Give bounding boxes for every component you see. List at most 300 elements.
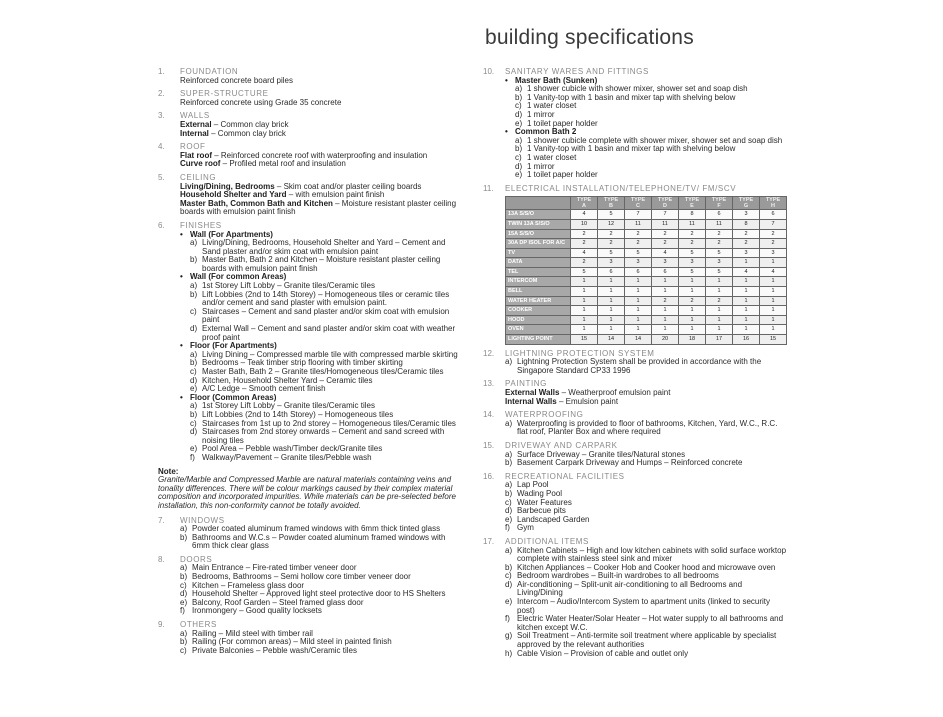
item-text: Lift Lobbies (2nd to 14th Storey) – Homogeneous tiles or ceramic tiles and/or cement and sand plaster with emulsion paint.: [202, 289, 450, 308]
item-text: 1st Storey Lift Lobby – Granite tiles/Ceramic tiles: [202, 401, 375, 411]
item-label: c): [190, 367, 197, 376]
table-cell: 5: [598, 248, 625, 258]
spec-line-text: Reinforced concrete using Grade 35 concrete: [180, 97, 342, 107]
section-heading: ROOF: [180, 142, 206, 152]
spec-section: [483, 411, 788, 437]
row-label: TV: [506, 248, 571, 258]
table-cell: 1: [571, 277, 598, 287]
spec-section: [483, 473, 788, 533]
table-cell: 7: [625, 210, 652, 220]
item-text: 1 shower cubicle complete with shower mixer, shower set and soap dish: [527, 135, 783, 145]
table-corner: [506, 197, 571, 210]
spec-line-text: – Moisture resistant plaster ceiling boards with emulsion paint finish: [180, 198, 457, 217]
spec-section: [158, 90, 463, 107]
table-header-row: [506, 197, 787, 210]
item-label: b): [505, 458, 513, 468]
section-number: 2.: [158, 89, 165, 99]
table-row: [506, 258, 787, 268]
spec-section: [158, 174, 463, 217]
table-cell: 2: [679, 239, 706, 249]
spec-section: [158, 68, 463, 85]
item-label: a): [180, 563, 188, 573]
table-cell: 1: [760, 287, 787, 297]
table-cell: 2: [706, 239, 733, 249]
table-cell: 6: [760, 210, 787, 220]
list-item: [180, 534, 463, 551]
row-label: OVEN: [506, 325, 571, 335]
spec-line-text: – Skim coat and/or plaster ceiling boards: [274, 181, 422, 191]
section-heading: FOUNDATION: [180, 67, 239, 76]
spec-line: [180, 99, 463, 108]
spec-line-text: – with emulsion paint finish: [286, 190, 385, 200]
table-cell: 3: [625, 258, 652, 268]
column-header: [733, 197, 760, 210]
item-label: a): [515, 135, 523, 145]
item-text: Staircases – Cement and sand plaster and/or skim coat with emulsion paint: [202, 306, 450, 325]
section-heading: RECREATIONAL FACILITIES: [505, 471, 625, 481]
table-cell: 1: [706, 277, 733, 287]
item-label: a): [505, 480, 513, 490]
section-number: 5.: [158, 172, 165, 182]
spec-section: [483, 442, 788, 468]
row-label: 15A S/S/O: [506, 229, 571, 239]
item-text: Balcony, Roof Garden – Steel framed glass door: [192, 597, 364, 607]
section-heading: FINISHES: [180, 220, 222, 230]
item-text: Bedroom wardrobes – Built-in wardrobes to all bedrooms: [517, 571, 719, 581]
spec-line-bold: Internal: [180, 128, 209, 138]
item-text: Air-conditioning – Split-unit air-conditioning to all Bedrooms and Living/Dining: [517, 579, 743, 598]
item-label: b): [515, 144, 523, 154]
item-label: a): [190, 349, 198, 359]
table-cell: 20: [652, 335, 679, 345]
spec-line: [180, 160, 463, 169]
table-cell: 3: [598, 258, 625, 268]
item-label: f): [505, 614, 510, 624]
table-cell: 1: [706, 325, 733, 335]
section-number: 15.: [483, 440, 495, 450]
column-header-type: TYPE: [576, 197, 592, 204]
row-label: LIGHTING POINT: [506, 335, 571, 345]
spec-line-text: – Common clay brick: [208, 128, 286, 138]
table-cell: 1: [733, 325, 760, 335]
list-item: [505, 459, 788, 468]
table-cell: 15: [760, 335, 787, 345]
table-cell: 14: [625, 335, 652, 345]
group-title: • Wall (For Apartments): [180, 231, 463, 240]
table-row: [506, 210, 787, 220]
item-text: 1 mirror: [527, 109, 555, 119]
item-label: b): [180, 637, 188, 647]
item-label: b): [190, 409, 198, 419]
list-item: [505, 524, 788, 533]
item-text: 1 Vanity-top with 1 basin and mixer tap with shelving below: [527, 92, 736, 102]
table-cell: 1: [652, 287, 679, 297]
item-text: 1 mirror: [527, 161, 555, 171]
item-label: c): [505, 497, 512, 507]
spec-section: [158, 517, 463, 551]
spec-line-text: – Weatherproof emulsion paint: [559, 388, 671, 397]
list-item: [505, 581, 788, 598]
item-label: c): [190, 418, 197, 428]
list-item: [180, 428, 463, 445]
list-item: [180, 239, 463, 256]
row-label: HOOD: [506, 315, 571, 325]
table-cell: 1: [733, 306, 760, 316]
item-text: Kitchen – Frameless glass door: [192, 580, 305, 590]
table-row: [506, 267, 787, 277]
table-cell: 5: [706, 248, 733, 258]
spec-section: [483, 538, 788, 658]
section-heading: ELECTRICAL INSTALLATION/TELEPHONE/TV/ FM/SCV: [505, 183, 737, 193]
table-cell: 2: [571, 229, 598, 239]
list-item: [505, 516, 788, 525]
column-header-type: TYPE: [765, 197, 781, 204]
item-label: b): [515, 92, 523, 102]
item-label: a): [515, 84, 523, 94]
group-title: • Floor (For Apartments): [180, 342, 463, 351]
item-label: d): [515, 109, 523, 119]
table-cell: 4: [571, 248, 598, 258]
table-row: [506, 306, 787, 316]
table-cell: 10: [571, 219, 598, 229]
row-label: WATER HEATER: [506, 296, 571, 306]
table-row: [506, 287, 787, 297]
spec-line-bold: Internal Walls: [505, 396, 557, 406]
table-cell: 3: [679, 258, 706, 268]
spec-line-bold: External: [180, 119, 212, 129]
item-label: e): [180, 597, 188, 607]
section-number: 12.: [483, 348, 495, 358]
table-cell: 1: [598, 296, 625, 306]
table-cell: 1: [760, 325, 787, 335]
spec-line-text: – Common clay brick: [211, 119, 289, 129]
item-label: b): [190, 358, 198, 368]
item-text: Wading Pool: [517, 488, 563, 498]
section-heading: LIGHTNING PROTECTION SYSTEM: [505, 348, 655, 358]
table-cell: 2: [760, 229, 787, 239]
item-text: Lift Lobbies (2nd to 14th Storey) – Homogeneous tiles: [202, 409, 394, 419]
list-item: [180, 291, 463, 308]
table-cell: 1: [598, 315, 625, 325]
table-cell: 6: [598, 267, 625, 277]
table-cell: 18: [679, 335, 706, 345]
table-cell: 3: [706, 258, 733, 268]
item-label: c): [180, 580, 187, 590]
table-cell: 1: [652, 277, 679, 287]
item-text: Powder coated aluminum framed windows with 6mm thick tinted glass: [192, 524, 441, 534]
table-cell: 1: [571, 315, 598, 325]
item-label: f): [180, 606, 185, 616]
item-label: b): [180, 532, 188, 542]
item-text: Master Bath, Bath 2 – Granite tiles/Homogeneous tiles/Ceramic tiles: [202, 367, 444, 376]
table-cell: 6: [625, 267, 652, 277]
item-label: d): [505, 579, 513, 589]
table-cell: 11: [625, 219, 652, 229]
section-number: 8.: [158, 554, 165, 564]
item-text: Lap Pool: [517, 480, 549, 490]
item-text: Pool Area – Pebble wash/Timber deck/Granite tiles: [202, 444, 383, 454]
spec-line-bold: External Walls: [505, 388, 560, 397]
table-row: [506, 325, 787, 335]
table-row: [506, 277, 787, 287]
right-column: [483, 68, 788, 663]
item-text: Ironmongery – Good quality locksets: [192, 606, 322, 616]
list-item: [505, 171, 788, 180]
section-number: 4.: [158, 142, 165, 152]
table-cell: 4: [760, 267, 787, 277]
column-header-letter: F: [717, 203, 721, 210]
section-number: 10.: [483, 67, 495, 76]
item-text: Staircases from 1st up to 2nd storey – Homogeneous tiles/Ceramic tiles: [202, 418, 456, 428]
table-cell: 8: [733, 219, 760, 229]
column-header-type: TYPE: [684, 197, 700, 204]
item-text: A/C Ledge – Smooth cement finish: [202, 384, 326, 394]
spec-line-bold: Household Shelter and Yard: [180, 190, 287, 200]
column-header-letter: G: [743, 203, 749, 210]
item-text: Kitchen Cabinets – High and low kitchen cabinets with solid surface worktop complete with stainless steel sink and mixer: [517, 545, 787, 564]
table-row: [506, 296, 787, 306]
item-text: 1 toilet paper holder: [527, 118, 598, 128]
section-number: 7.: [158, 515, 165, 525]
list-item: [180, 454, 463, 463]
spec-section: [483, 68, 788, 180]
list-item: [505, 420, 788, 437]
column-header: [625, 197, 652, 210]
section-heading: ADDITIONAL ITEMS: [505, 536, 589, 546]
list-item: [180, 256, 463, 273]
table-cell: 1: [760, 315, 787, 325]
table-cell: 2: [733, 239, 760, 249]
table-cell: 5: [598, 210, 625, 220]
table-cell: 3: [733, 248, 760, 258]
table-cell: 14: [598, 335, 625, 345]
table-cell: 1: [625, 277, 652, 287]
note-heading: Note:: [158, 466, 179, 476]
table-row: [506, 219, 787, 229]
section-heading: DRIVEWAY AND CARPARK: [505, 440, 618, 450]
spec-section: [158, 143, 463, 169]
item-label: e): [515, 118, 523, 128]
row-label: TEL: [506, 267, 571, 277]
item-label: a): [190, 238, 198, 248]
spec-section: [483, 185, 788, 345]
group-title: • Common Bath 2: [505, 128, 788, 137]
table-cell: 17: [706, 335, 733, 345]
row-label: 13A S/S/O: [506, 210, 571, 220]
section-heading: DOORS: [180, 554, 213, 564]
item-text: 1 water closet: [527, 152, 577, 162]
spec-line: [180, 200, 463, 217]
table-cell: 1: [706, 306, 733, 316]
table-cell: 1: [571, 306, 598, 316]
column-header: [652, 197, 679, 210]
table-cell: 1: [760, 277, 787, 287]
section-number: 1.: [158, 67, 165, 76]
table-cell: 2: [571, 258, 598, 268]
table-row: [506, 239, 787, 249]
column-header-type: TYPE: [657, 197, 673, 204]
table-cell: 1: [625, 325, 652, 335]
column-header-letter: B: [609, 203, 613, 210]
item-text: Walkway/Pavement – Granite tiles/Pebble wash: [202, 452, 372, 462]
item-label: d): [180, 589, 188, 599]
list-item: [505, 615, 788, 632]
item-label: e): [505, 514, 513, 524]
table-cell: 1: [652, 306, 679, 316]
table-cell: 11: [706, 219, 733, 229]
section-number: 17.: [483, 536, 495, 546]
item-label: b): [180, 572, 188, 582]
spec-section: [483, 380, 788, 406]
table-cell: 1: [733, 277, 760, 287]
row-label: INTERCOM: [506, 277, 571, 287]
table-cell: 1: [679, 277, 706, 287]
item-label: b): [190, 289, 198, 299]
section-number: 9.: [158, 620, 165, 630]
column-header: [760, 197, 787, 210]
spec-line-bold: Master Bath, Common Bath and Kitchen: [180, 198, 333, 208]
table-cell: 5: [571, 267, 598, 277]
table-cell: 3: [733, 210, 760, 220]
spec-section: [483, 350, 788, 376]
item-text: 1 shower cubicle with shower mixer, shower set and soap dish: [527, 84, 748, 94]
table-cell: 2: [679, 229, 706, 239]
table-cell: 2: [625, 239, 652, 249]
table-cell: 4: [571, 210, 598, 220]
column-header-letter: D: [663, 203, 667, 210]
section-heading: WALLS: [180, 111, 210, 121]
item-text: External Wall – Cement and sand plaster and/or skim coat with weather proof paint: [202, 324, 456, 342]
spec-line-text: – Emulsion paint: [556, 396, 619, 406]
item-text: Household Shelter – Approved light steel protective door to HS Shelters: [192, 589, 446, 599]
left-column: [158, 68, 463, 660]
table-cell: 1: [679, 306, 706, 316]
section-heading: WINDOWS: [180, 515, 225, 525]
list-item: [505, 358, 788, 375]
item-label: e): [505, 597, 513, 607]
table-cell: 4: [733, 267, 760, 277]
table-cell: 2: [733, 229, 760, 239]
row-label: TWIN 13A S/S/O: [506, 219, 571, 229]
table-cell: 1: [598, 325, 625, 335]
spec-section: [158, 222, 463, 463]
spec-line: [505, 398, 788, 407]
page-title: building specifications: [485, 26, 694, 49]
list-item: [505, 650, 788, 659]
section-heading: OTHERS: [180, 620, 217, 630]
section-number: 11.: [483, 183, 494, 193]
row-label: COOKER: [506, 306, 571, 316]
item-label: d): [505, 506, 513, 516]
table-cell: 16: [733, 335, 760, 345]
item-label: h): [505, 648, 513, 658]
column-header-letter: E: [690, 203, 694, 210]
table-cell: 7: [760, 219, 787, 229]
table-cell: 1: [571, 287, 598, 297]
item-label: e): [515, 170, 523, 180]
table-cell: 1: [598, 306, 625, 316]
table-cell: 1: [625, 296, 652, 306]
column-header-type: TYPE: [711, 197, 727, 204]
item-label: e): [190, 384, 198, 394]
electrical-table: [505, 196, 787, 344]
table-cell: 5: [679, 267, 706, 277]
group-title: • Floor (Common Areas): [180, 394, 463, 403]
item-text: Gym: [517, 523, 534, 533]
spec-line: [180, 77, 463, 86]
table-cell: 2: [679, 296, 706, 306]
column-header: [679, 197, 706, 210]
item-text: Lightning Protection System shall be provided in accordance with the Singapore Standard CP33 1996: [517, 357, 762, 375]
item-text: Railing – Mild steel with timber rail: [192, 628, 313, 638]
table-cell: 2: [598, 239, 625, 249]
item-label: d): [515, 161, 523, 171]
row-label: 30A DP ISOL FOR A/C: [506, 239, 571, 249]
table-cell: 1: [571, 296, 598, 306]
table-cell: 1: [760, 306, 787, 316]
item-label: f): [190, 452, 195, 462]
spec-section: [158, 621, 463, 655]
item-label: c): [180, 645, 187, 655]
table-cell: 1: [598, 287, 625, 297]
list-item: [180, 308, 463, 325]
item-label: c): [505, 571, 512, 581]
table-row: [506, 248, 787, 258]
item-text: Cable Vision – Provision of cable and outlet only: [517, 648, 689, 658]
table-cell: 2: [652, 229, 679, 239]
list-item: [180, 607, 463, 616]
table-cell: 3: [652, 258, 679, 268]
column-header: [706, 197, 733, 210]
section-heading: WATERPROOFING: [505, 410, 584, 420]
item-label: b): [190, 255, 198, 265]
item-label: c): [515, 152, 522, 162]
item-label: g): [505, 631, 513, 641]
item-text: Barbecue pits: [517, 506, 566, 516]
table-cell: 1: [733, 296, 760, 306]
section-number: 16.: [483, 471, 495, 481]
column-header-type: TYPE: [603, 197, 619, 204]
table-cell: 6: [706, 210, 733, 220]
table-row: [506, 229, 787, 239]
item-label: d): [190, 427, 198, 437]
item-text: 1 toilet paper holder: [527, 170, 598, 180]
item-label: a): [180, 524, 188, 534]
item-label: a): [505, 545, 513, 555]
item-label: d): [190, 375, 198, 385]
item-text: Bathrooms and W.C.s – Powder coated aluminum framed windows with 6mm thick clear glass: [192, 532, 446, 551]
section-number: 3.: [158, 111, 165, 121]
item-text: Living/Dining, Bedrooms, Household Shelter and Yard – Cement and Sand plaster and/or skim coat with emulsion paint: [202, 238, 446, 256]
item-label: e): [190, 444, 198, 454]
list-item: [180, 647, 463, 656]
list-item: [505, 632, 788, 649]
section-number: 6.: [158, 220, 165, 230]
item-text: Staircases from 2nd storey onwards – Cement and sand screed with noising tiles: [202, 427, 445, 445]
spec-line-text: – Profiled metal roof and insulation: [220, 159, 346, 169]
group-title: • Wall (For common Areas): [180, 273, 463, 282]
row-label: BELL: [506, 287, 571, 297]
column-header-letter: C: [636, 203, 640, 210]
table-cell: 1: [625, 306, 652, 316]
item-text: Railing (For common areas) – Mild steel in painted finish: [192, 637, 392, 647]
column-header-letter: A: [582, 203, 586, 210]
item-label: a): [190, 281, 198, 291]
table-cell: 1: [571, 325, 598, 335]
column-header-type: TYPE: [738, 197, 754, 204]
row-label: DATA: [506, 258, 571, 268]
table-cell: 5: [706, 267, 733, 277]
